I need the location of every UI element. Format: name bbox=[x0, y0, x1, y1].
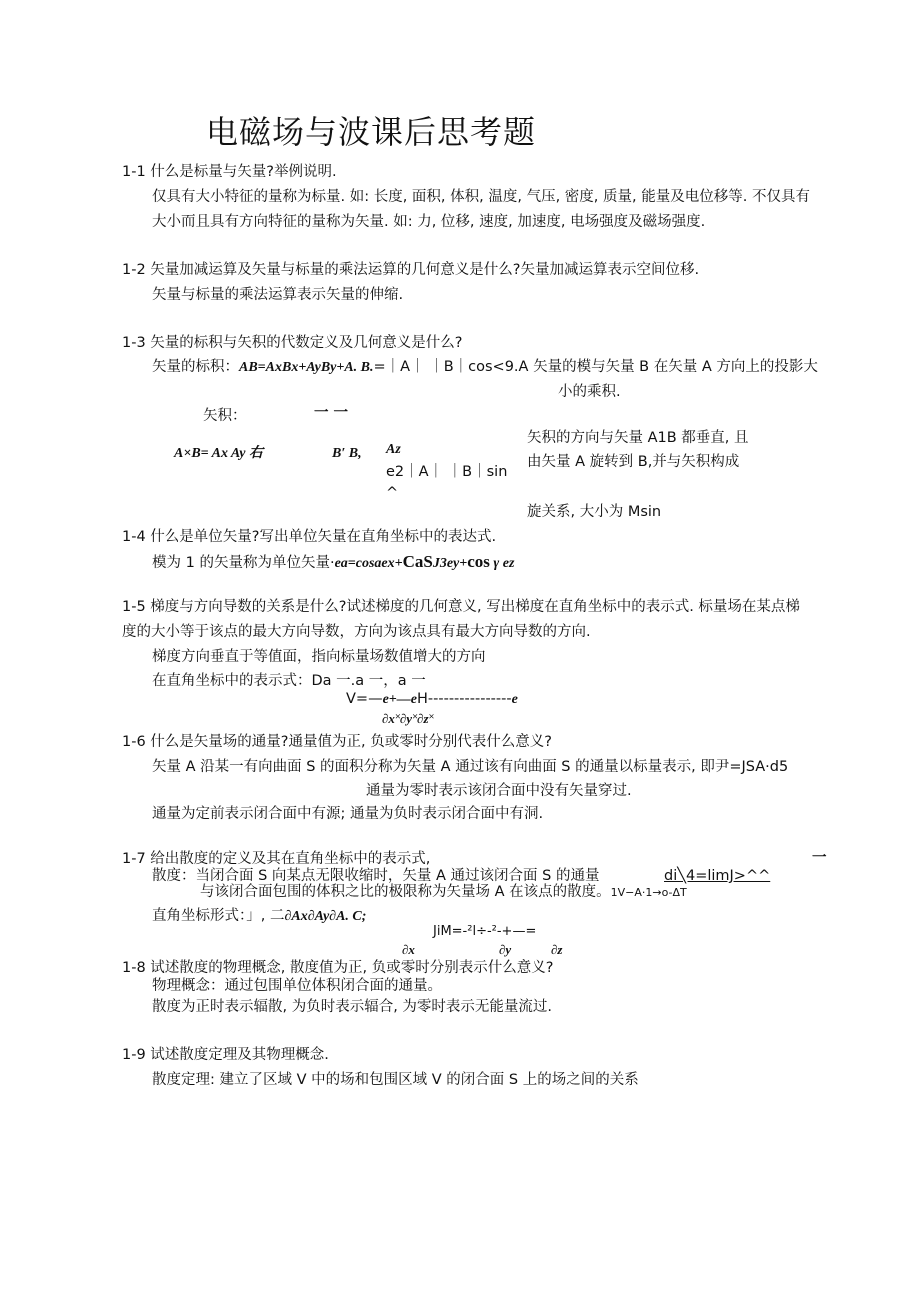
cross-product-label: 矢积： bbox=[203, 408, 247, 424]
cross-product-b-row: B′ B, bbox=[332, 446, 362, 461]
partial-y: ∂y bbox=[499, 942, 512, 957]
unit-vector-formula-part5: γ ez bbox=[489, 556, 515, 571]
rect-form-label: 直角坐标形式：」, 二 bbox=[152, 908, 285, 924]
cross-product-formula: A×B= Ax Ay 右 bbox=[174, 446, 263, 461]
answer-1-6-line2: 通量为零时表示该闭合面中没有矢量穿过. bbox=[366, 783, 632, 799]
cross-product-desc-line2: 由矢量 A 旋转到 B,并与矢积构成 bbox=[527, 454, 740, 470]
gradient-formula bbox=[346, 690, 518, 709]
question-1-4: 1-4 什么是单位矢量?写出单位矢量在直角坐标中的表达式. bbox=[122, 529, 497, 545]
gradient-formula-mid: e+—e bbox=[382, 692, 417, 707]
answer-1-6-line3: 通量为定前表示闭合面中有源; 通量为负时表示闭合面中有洞. bbox=[152, 806, 544, 822]
answer-1-6-line1: 矢量 A 沿某一有向曲面 S 的面积分称为矢量 A 通过该有向曲面 S 的通量以标量表示, 即尹=JSA·d5 bbox=[152, 759, 789, 775]
dot-product-line bbox=[152, 358, 818, 377]
answer-1-4 bbox=[152, 553, 514, 573]
answer-1-2-line1: 矢量与标量的乘法运算表示矢量的伸缩. bbox=[152, 287, 404, 303]
question-1-2: 1-2 矢量加减运算及矢量与标量的乘法运算的几何意义是什么?矢量加减运算表示空间位移. bbox=[122, 262, 700, 278]
question-1-7-dash: 一 bbox=[812, 850, 827, 866]
unit-vector-formula-part3: J3ey+ bbox=[432, 556, 468, 571]
page-title: 电磁场与波课后思考题 bbox=[206, 113, 537, 151]
answer-1-1-line1: 仅具有大小特征的量称为标量. 如: 长度, 面积, 体积, 温度, 气压, 密度, 质量, 能量及电位移等. 不仅具有 bbox=[152, 189, 810, 205]
gradient-formula-pre: V=— bbox=[346, 691, 383, 707]
cross-product-dashes: 一 一 bbox=[314, 405, 349, 421]
dot-product-label: 矢量的标积： bbox=[152, 359, 239, 375]
cross-product-desc-line1: 矢积的方向与矢量 A1B 都垂直, 且 bbox=[527, 430, 749, 446]
answer-1-7-line2 bbox=[200, 883, 687, 902]
question-1-3: 1-3 矢量的标积与矢积的代数定义及几何意义是什么? bbox=[122, 335, 463, 351]
question-1-7: 1-7 给出散度的定义及其在直角坐标中的表示式, bbox=[122, 851, 431, 867]
dot-product-text: =｜A｜ ｜B｜cos<9.A 矢量的模与矢量 B 在矢量 A 方向上的投影大 bbox=[373, 359, 818, 375]
gradient-formula-denominators: ∂x˟∂y˟∂z˟ bbox=[382, 711, 434, 726]
answer-1-9-line1: 散度定理: 建立了区域 V 中的场和包围区域 V 的闭合面 S 上的场之间的关系 bbox=[152, 1072, 639, 1088]
cross-product-caret: ^ bbox=[386, 485, 399, 501]
answer-1-7-line3 bbox=[152, 907, 366, 926]
answer-1-1-line2: 大小而且具有方向特征的量称为矢量. 如: 力, 位移, 速度, 加速度, 电场强度及磁场强度. bbox=[152, 214, 706, 230]
answer-1-7-line1: 散度：当闭合面 S 向某点无限收缩时，矢量 A 通过该闭合面 S 的通量 bbox=[152, 868, 600, 884]
question-1-8: 1-8 试述散度的物理概念, 散度值为正, 负或零时分别表示什么意义? bbox=[122, 960, 554, 976]
partial-x: ∂x bbox=[402, 942, 415, 957]
dot-product-text-cont: 小的乘积. bbox=[558, 384, 621, 400]
question-1-5-line1: 1-5 梯度与方向导数的关系是什么?试述梯度的几何意义, 写出梯度在直角坐标中的表示式. 标量场在某点梯 bbox=[122, 599, 800, 615]
divergence-limit-formula: di╲4=limJ>^^ bbox=[664, 868, 771, 884]
answer-1-7-line2-text: 与该闭合面包围的体积之比的极限称为矢量场 A 在该点的散度。 bbox=[200, 884, 611, 900]
unit-vector-formula-part4: cos bbox=[467, 552, 490, 571]
question-1-5-line2: 度的大小等于该点的最大方向导数，方向为该点具有最大方向导数的方向. bbox=[122, 624, 591, 640]
dot-product-formula: AB=AxBx+AyBy+A. B. bbox=[239, 360, 374, 375]
answer-1-8-line1: 物理概念：通过包围单位体积闭合面的通量。 bbox=[152, 978, 442, 994]
question-1-6: 1-6 什么是矢量场的通量?通量值为正, 负或零时分别代表什么意义? bbox=[122, 734, 552, 750]
cross-product-az: Az bbox=[386, 442, 401, 457]
answer-1-5-line1: 梯度方向垂直于等值面，指向标量场数值增大的方向 bbox=[152, 649, 486, 665]
cross-product-desc-line3: 旋关系, 大小为 Msin bbox=[527, 504, 662, 520]
divergence-rect-formula: JiM=-²l÷-²-+—= bbox=[433, 924, 537, 939]
unit-vector-formula-part2: CaS bbox=[402, 552, 433, 571]
cross-product-magnitude: e2｜A｜ ｜B｜sin bbox=[386, 464, 508, 480]
question-1-9: 1-9 试述散度定理及其物理概念. bbox=[122, 1047, 329, 1063]
question-1-1: 1-1 什么是标量与矢量?举例说明. bbox=[122, 164, 337, 180]
answer-1-8-line2: 散度为正时表示辐散, 为负时表示辐合, 为零时表示无能量流过. bbox=[152, 999, 553, 1015]
unit-vector-formula-part1: ea=cosaex+ bbox=[334, 556, 403, 571]
partial-z: ∂z bbox=[551, 942, 563, 957]
rect-form-formula: ∂Ax∂Ay∂A. C; bbox=[284, 909, 367, 924]
gradient-formula-e: e bbox=[511, 692, 518, 707]
divergence-limit-formula-2: 1V−A·1→o-ΔT bbox=[610, 886, 687, 899]
answer-1-5-line2: 在直角坐标中的表示式：Da 一.a 一，a 一 bbox=[152, 673, 426, 689]
answer-1-4-text: 模为 1 的矢量称为单位矢量· bbox=[152, 555, 335, 571]
gradient-formula-post: H---------------- bbox=[416, 691, 512, 707]
